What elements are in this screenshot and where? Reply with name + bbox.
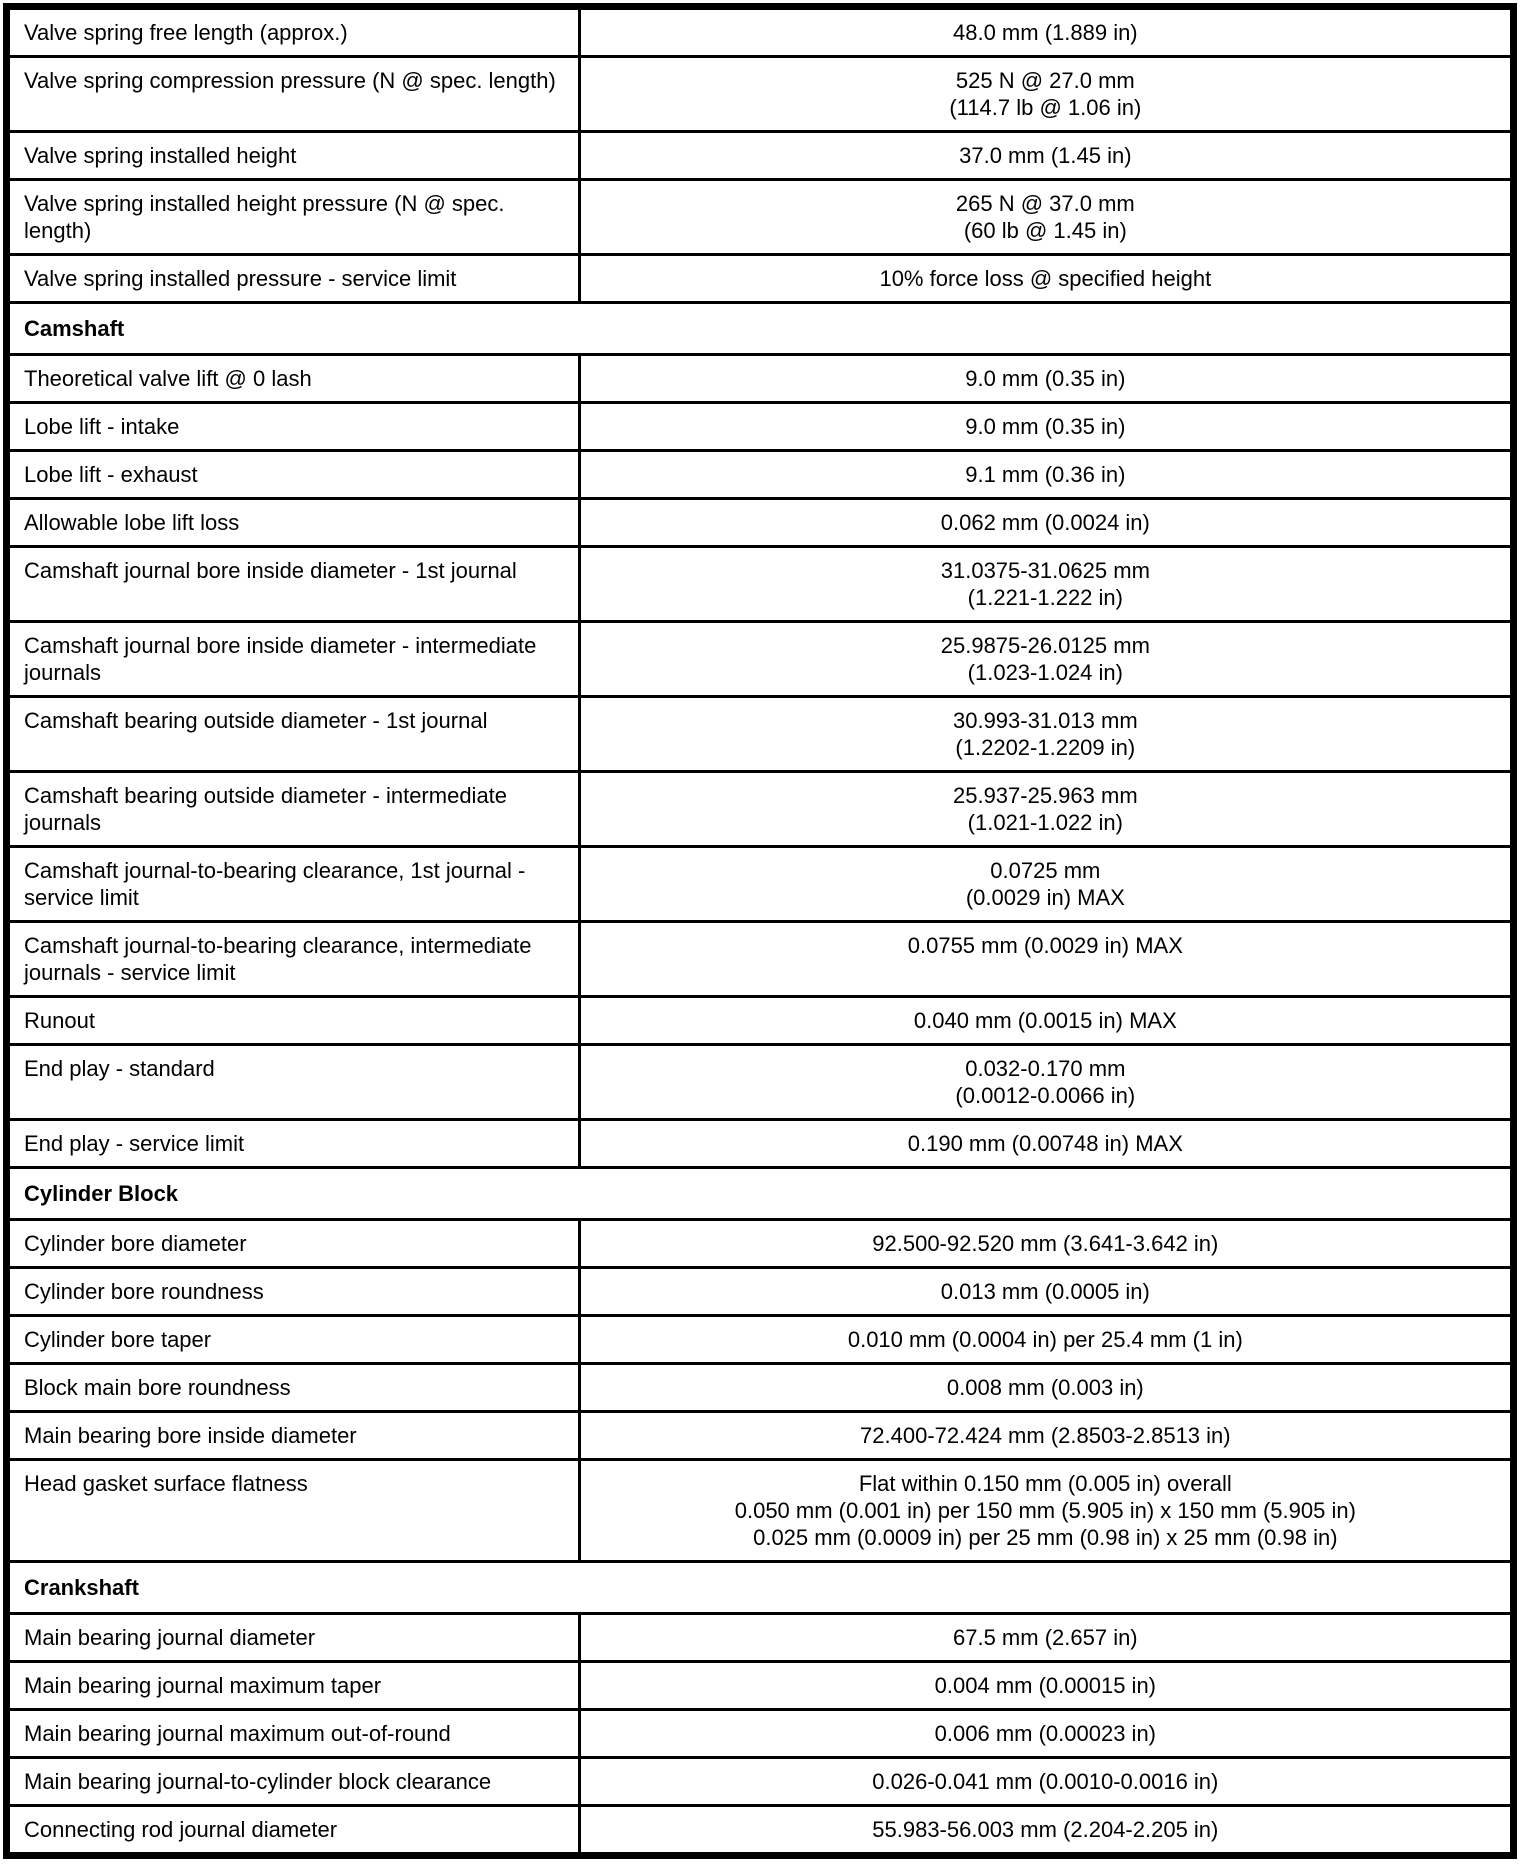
spec-value-cell: [579, 1120, 1513, 1168]
spec-label: Lobe lift - exhaust: [24, 462, 198, 487]
spec-value-line: 0.050 mm (0.001 in) per 150 mm (5.905 in) x 150 mm (5.905 in): [734, 1498, 1356, 1523]
spec-value-line: 0.025 mm (0.0009 in) per 25 mm (0.98 in) x 25 mm (0.98 in): [753, 1525, 1338, 1550]
spec-value-cell: [579, 132, 1513, 180]
spec-label: Main bearing bore inside diameter: [24, 1423, 357, 1448]
spec-label-cell: [7, 7, 580, 57]
spec-label-cell: [7, 772, 580, 847]
spec-label-cell: [7, 1268, 580, 1316]
spec-label-cell: [7, 622, 580, 697]
spec-value-line: 0.026-0.041 mm (0.0010-0.0016 in): [872, 1769, 1219, 1794]
spec-value-cell: [579, 847, 1513, 922]
spec-value-line: 0.032-0.170 mm: [965, 1056, 1126, 1081]
spec-value-cell: [579, 1662, 1513, 1710]
spec-value-line: 31.0375-31.0625 mm: [940, 558, 1150, 583]
spec-value-line: 0.040 mm (0.0015 in) MAX: [913, 1008, 1177, 1033]
table-row: [7, 403, 1514, 451]
section-header: Camshaft: [7, 303, 1514, 355]
spec-label: Valve spring free length (approx.): [24, 20, 348, 45]
spec-value-cell: [579, 7, 1513, 57]
spec-label-cell: [7, 1364, 580, 1412]
section-header-row: [7, 303, 1514, 355]
spec-value-cell: [579, 1316, 1513, 1364]
spec-value-line: 0.006 mm (0.00023 in): [934, 1721, 1156, 1746]
spec-label: End play - service limit: [24, 1131, 245, 1156]
spec-value-cell: [579, 355, 1513, 403]
spec-value-line: 30.993-31.013 mm: [952, 708, 1138, 733]
table-row: [7, 1662, 1514, 1710]
table-row: [7, 57, 1514, 132]
spec-label-cell: [7, 132, 580, 180]
table-row: [7, 772, 1514, 847]
spec-value-line: 48.0 mm (1.889 in): [953, 20, 1138, 45]
spec-value-line: 9.0 mm (0.35 in): [965, 414, 1126, 439]
spec-value-cell: [579, 403, 1513, 451]
spec-value-line: 525 N @ 27.0 mm: [955, 68, 1135, 93]
spec-label-cell: [7, 403, 580, 451]
spec-label: Cylinder bore taper: [24, 1327, 212, 1352]
spec-label-cell: [7, 997, 580, 1045]
spec-value-cell: [579, 697, 1513, 772]
spec-label: Lobe lift - intake: [24, 414, 180, 439]
table-row: [7, 922, 1514, 997]
spec-label: Block main bore roundness: [24, 1375, 291, 1400]
spec-label: Camshaft journal-to-bearing clearance, intermediate journals - service limit: [24, 933, 532, 985]
spec-label-cell: [7, 1614, 580, 1662]
specifications-table: [3, 3, 1517, 1859]
spec-label: Runout: [24, 1008, 95, 1033]
spec-value-cell: [579, 772, 1513, 847]
spec-label: Valve spring installed pressure - service limit: [24, 266, 457, 291]
table-row: [7, 622, 1514, 697]
table-row: [7, 547, 1514, 622]
table-row: [7, 1268, 1514, 1316]
spec-label-cell: [7, 1045, 580, 1120]
spec-value-cell: [579, 1710, 1513, 1758]
spec-value-cell: [579, 1364, 1513, 1412]
spec-label-cell: [7, 1710, 580, 1758]
spec-label: Allowable lobe lift loss: [24, 510, 240, 535]
spec-value-line: 25.9875-26.0125 mm: [940, 633, 1150, 658]
table-row: [7, 697, 1514, 772]
spec-value-cell: [579, 180, 1513, 255]
spec-value-line: (114.7 lb @ 1.06 in): [949, 95, 1142, 120]
spec-label: Camshaft bearing outside diameter - intermediate journals: [24, 783, 508, 835]
spec-label: Camshaft journal bore inside diameter - intermediate journals: [24, 633, 537, 685]
spec-label-cell: [7, 499, 580, 547]
table-row: [7, 1364, 1514, 1412]
spec-value-line: 9.1 mm (0.36 in): [965, 462, 1126, 487]
spec-label: Valve spring installed height pressure (N @ spec. length): [24, 191, 505, 243]
spec-value-line: 72.400-72.424 mm (2.8503-2.8513 in): [860, 1423, 1231, 1448]
spec-label: Main bearing journal-to-cylinder block clearance: [24, 1769, 492, 1794]
spec-value-line: (0.0012-0.0066 in): [955, 1083, 1136, 1108]
table-row: [7, 255, 1514, 303]
spec-label-cell: [7, 355, 580, 403]
table-row: [7, 997, 1514, 1045]
spec-value-line: 0.004 mm (0.00015 in): [934, 1673, 1156, 1698]
spec-label-cell: [7, 1662, 580, 1710]
table-row: [7, 355, 1514, 403]
spec-label: Head gasket surface flatness: [24, 1471, 308, 1496]
spec-value-line: Flat within 0.150 mm (0.005 in) overall: [858, 1471, 1232, 1496]
spec-value-cell: [579, 622, 1513, 697]
spec-value-cell: [579, 1412, 1513, 1460]
spec-value-line: (1.221-1.222 in): [967, 585, 1123, 610]
spec-label-cell: [7, 922, 580, 997]
spec-label-cell: [7, 697, 580, 772]
spec-value-line: 265 N @ 37.0 mm: [955, 191, 1135, 216]
spec-label-cell: [7, 255, 580, 303]
table-row: [7, 1806, 1514, 1856]
spec-label: Camshaft bearing outside diameter - 1st journal: [24, 708, 488, 733]
spec-label: Main bearing journal maximum out-of-round: [24, 1721, 451, 1746]
table-row: [7, 499, 1514, 547]
spec-value-line: 10% force loss @ specified height: [879, 266, 1212, 291]
spec-label: Camshaft journal bore inside diameter - 1st journal: [24, 558, 517, 583]
spec-label-cell: [7, 1758, 580, 1806]
spec-value-line: (60 lb @ 1.45 in): [963, 218, 1127, 243]
spec-value-line: (0.0029 in) MAX: [965, 885, 1125, 910]
spec-label-cell: [7, 1460, 580, 1562]
spec-label: Theoretical valve lift @ 0 lash: [24, 366, 312, 391]
table-row: [7, 1316, 1514, 1364]
table-row: [7, 7, 1514, 57]
table-row: [7, 180, 1514, 255]
spec-label: Main bearing journal diameter: [24, 1625, 316, 1650]
table-row: [7, 1758, 1514, 1806]
section-header-row: [7, 1168, 1514, 1220]
table-row: [7, 1614, 1514, 1662]
table-row: [7, 847, 1514, 922]
spec-label-cell: [7, 547, 580, 622]
spec-value-cell: [579, 1614, 1513, 1662]
spec-label: Cylinder bore diameter: [24, 1231, 247, 1256]
spec-value-line: 25.937-25.963 mm: [952, 783, 1138, 808]
spec-value-line: 0.013 mm (0.0005 in): [940, 1279, 1150, 1304]
table-row: [7, 1045, 1514, 1120]
table-row: [7, 1412, 1514, 1460]
spec-value-line: 0.010 mm (0.0004 in) per 25.4 mm (1 in): [847, 1327, 1243, 1352]
spec-value-cell: [579, 255, 1513, 303]
spec-label: Connecting rod journal diameter: [24, 1817, 338, 1842]
spec-value-line: 0.062 mm (0.0024 in): [940, 510, 1150, 535]
spec-value-line: (1.023-1.024 in): [967, 660, 1123, 685]
spec-label-cell: [7, 847, 580, 922]
spec-label-cell: [7, 1120, 580, 1168]
spec-value-line: (1.021-1.022 in): [967, 810, 1123, 835]
spec-value-cell: [579, 499, 1513, 547]
spec-value-line: 37.0 mm (1.45 in): [959, 143, 1132, 168]
spec-value-cell: [579, 1045, 1513, 1120]
section-header: Crankshaft: [7, 1562, 1514, 1614]
spec-value-cell: [579, 997, 1513, 1045]
spec-value-cell: [579, 922, 1513, 997]
spec-value-line: 55.983-56.003 mm (2.204-2.205 in): [872, 1817, 1219, 1842]
spec-label-cell: [7, 1220, 580, 1268]
spec-value-cell: [579, 451, 1513, 499]
spec-value-line: 0.0755 mm (0.0029 in) MAX: [907, 933, 1183, 958]
spec-value-line: 0.190 mm (0.00748 in) MAX: [907, 1131, 1183, 1156]
spec-value-line: 67.5 mm (2.657 in): [953, 1625, 1138, 1650]
spec-label-cell: [7, 180, 580, 255]
spec-value-line: 9.0 mm (0.35 in): [965, 366, 1126, 391]
spec-table-body: [7, 7, 1514, 1856]
spec-label: End play - standard: [24, 1056, 215, 1081]
table-row: [7, 1220, 1514, 1268]
spec-value-cell: [579, 57, 1513, 132]
spec-label: Camshaft journal-to-bearing clearance, 1st journal - service limit: [24, 858, 526, 910]
spec-value-line: 92.500-92.520 mm (3.641-3.642 in): [872, 1231, 1219, 1256]
spec-label-cell: [7, 57, 580, 132]
spec-value-line: 0.0725 mm: [990, 858, 1101, 883]
table-row: [7, 1120, 1514, 1168]
spec-label: Main bearing journal maximum taper: [24, 1673, 382, 1698]
table-row: [7, 1710, 1514, 1758]
spec-value-cell: [579, 1460, 1513, 1562]
section-header-row: [7, 1562, 1514, 1614]
table-row: [7, 451, 1514, 499]
table-row: [7, 1460, 1514, 1562]
section-header: Cylinder Block: [7, 1168, 1514, 1220]
spec-label: Valve spring installed height: [24, 143, 297, 168]
spec-value-cell: [579, 1268, 1513, 1316]
spec-label-cell: [7, 1316, 580, 1364]
spec-value-cell: [579, 1220, 1513, 1268]
spec-value-cell: [579, 1758, 1513, 1806]
spec-label: Cylinder bore roundness: [24, 1279, 264, 1304]
spec-label-cell: [7, 451, 580, 499]
table-row: [7, 132, 1514, 180]
spec-value-line: 0.008 mm (0.003 in): [946, 1375, 1144, 1400]
spec-label-cell: [7, 1806, 580, 1856]
spec-label-cell: [7, 1412, 580, 1460]
spec-label: Valve spring compression pressure (N @ spec. length): [24, 68, 556, 93]
spec-value-cell: [579, 1806, 1513, 1856]
spec-value-cell: [579, 547, 1513, 622]
spec-value-line: (1.2202-1.2209 in): [955, 735, 1136, 760]
